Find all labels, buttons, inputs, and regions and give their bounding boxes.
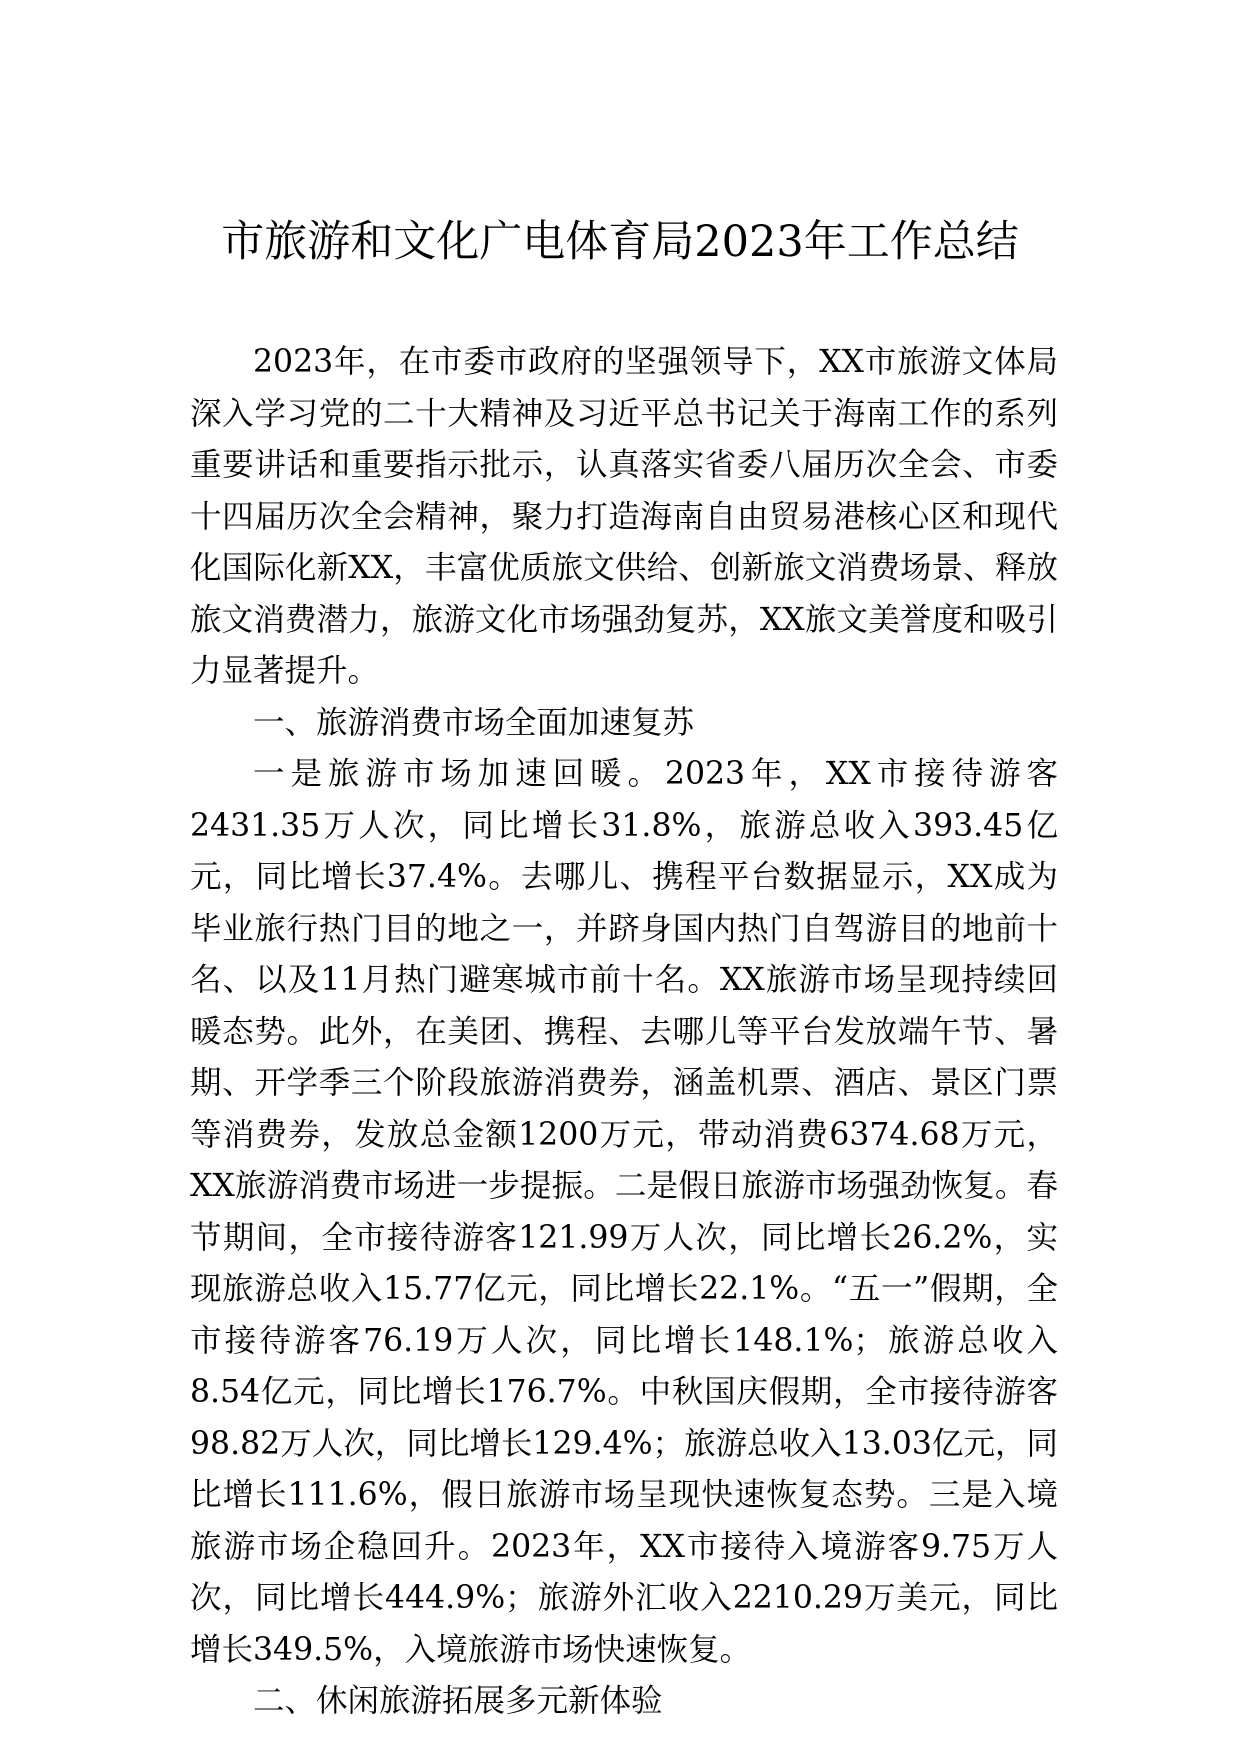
section-1-paragraph: 一是旅游市场加速回暖。2023年，XX市接待游客2431.35万人次，同比增长31.8%，旅游总收入393.45亿元，同比增长37.4%。去哪儿、携程平台数据显示，XX成为毕业旅行热门目的地之一，并跻身国内热门自驾游目的地前十名、以及11月热门避寒城市前十名。XX旅游市场呈现持续回暖态势。此外，在美团、携程、去哪儿等平台发放端午节、暑期、开学季三个阶段旅游消费券，涵盖机票、酒店、景区门票等消费券，发放总金额1200万元，带动消费6374.68万元，XX旅游消费市场进一步提振。二是假日旅游市场强劲恢复。春节期间，全市接待游客121.99万人次，同比增长26.2%，实现旅游总收入15.77亿元，同比增长22.1%。“五一”假期，全市接待游客76.19万人次，同比增长148.1%；旅游总收入8.54亿元，同比增长176.7%。中秋国庆假期，全市接待游客98.82万人次，同比增长129.4%；旅游总收入13.03亿元，同比增长111.6%，假日旅游市场呈现快速恢复态势。三是入境旅游市场企稳回升。2023年，XX市接待入境游客9.75万人次，同比增长444.9%；旅游外汇收入2210.29万美元，同比增长349.5%，入境旅游市场快速恢复。 — [190, 756, 1058, 1668]
section-heading-1: 一、旅游消费市场全面加速复苏 — [253, 704, 695, 741]
document-title: 市旅游和文化广电体育局2023年工作总结 — [221, 217, 1019, 267]
intro-paragraph: 2023年，在市委市政府的坚强领导下，XX市旅游文体局深入学习党的二十大精神及习近平总书记关于海南工作的系列重要讲话和重要指示批示，认真落实省委八届历次全会、市委十四届历次全会精神，聚力打造海南自由贸易港核心区和现代化国际化新XX，丰富优质旅文供给、创新旅文消费场景、释放旅文消费潜力，旅游文化市场强劲复苏，XX旅文美誉度和吸引力显著提升。 — [190, 344, 1058, 689]
section-heading-2: 二、休闲旅游拓展多元新体验 — [253, 1683, 663, 1719]
document-body — [190, 337, 1058, 1728]
